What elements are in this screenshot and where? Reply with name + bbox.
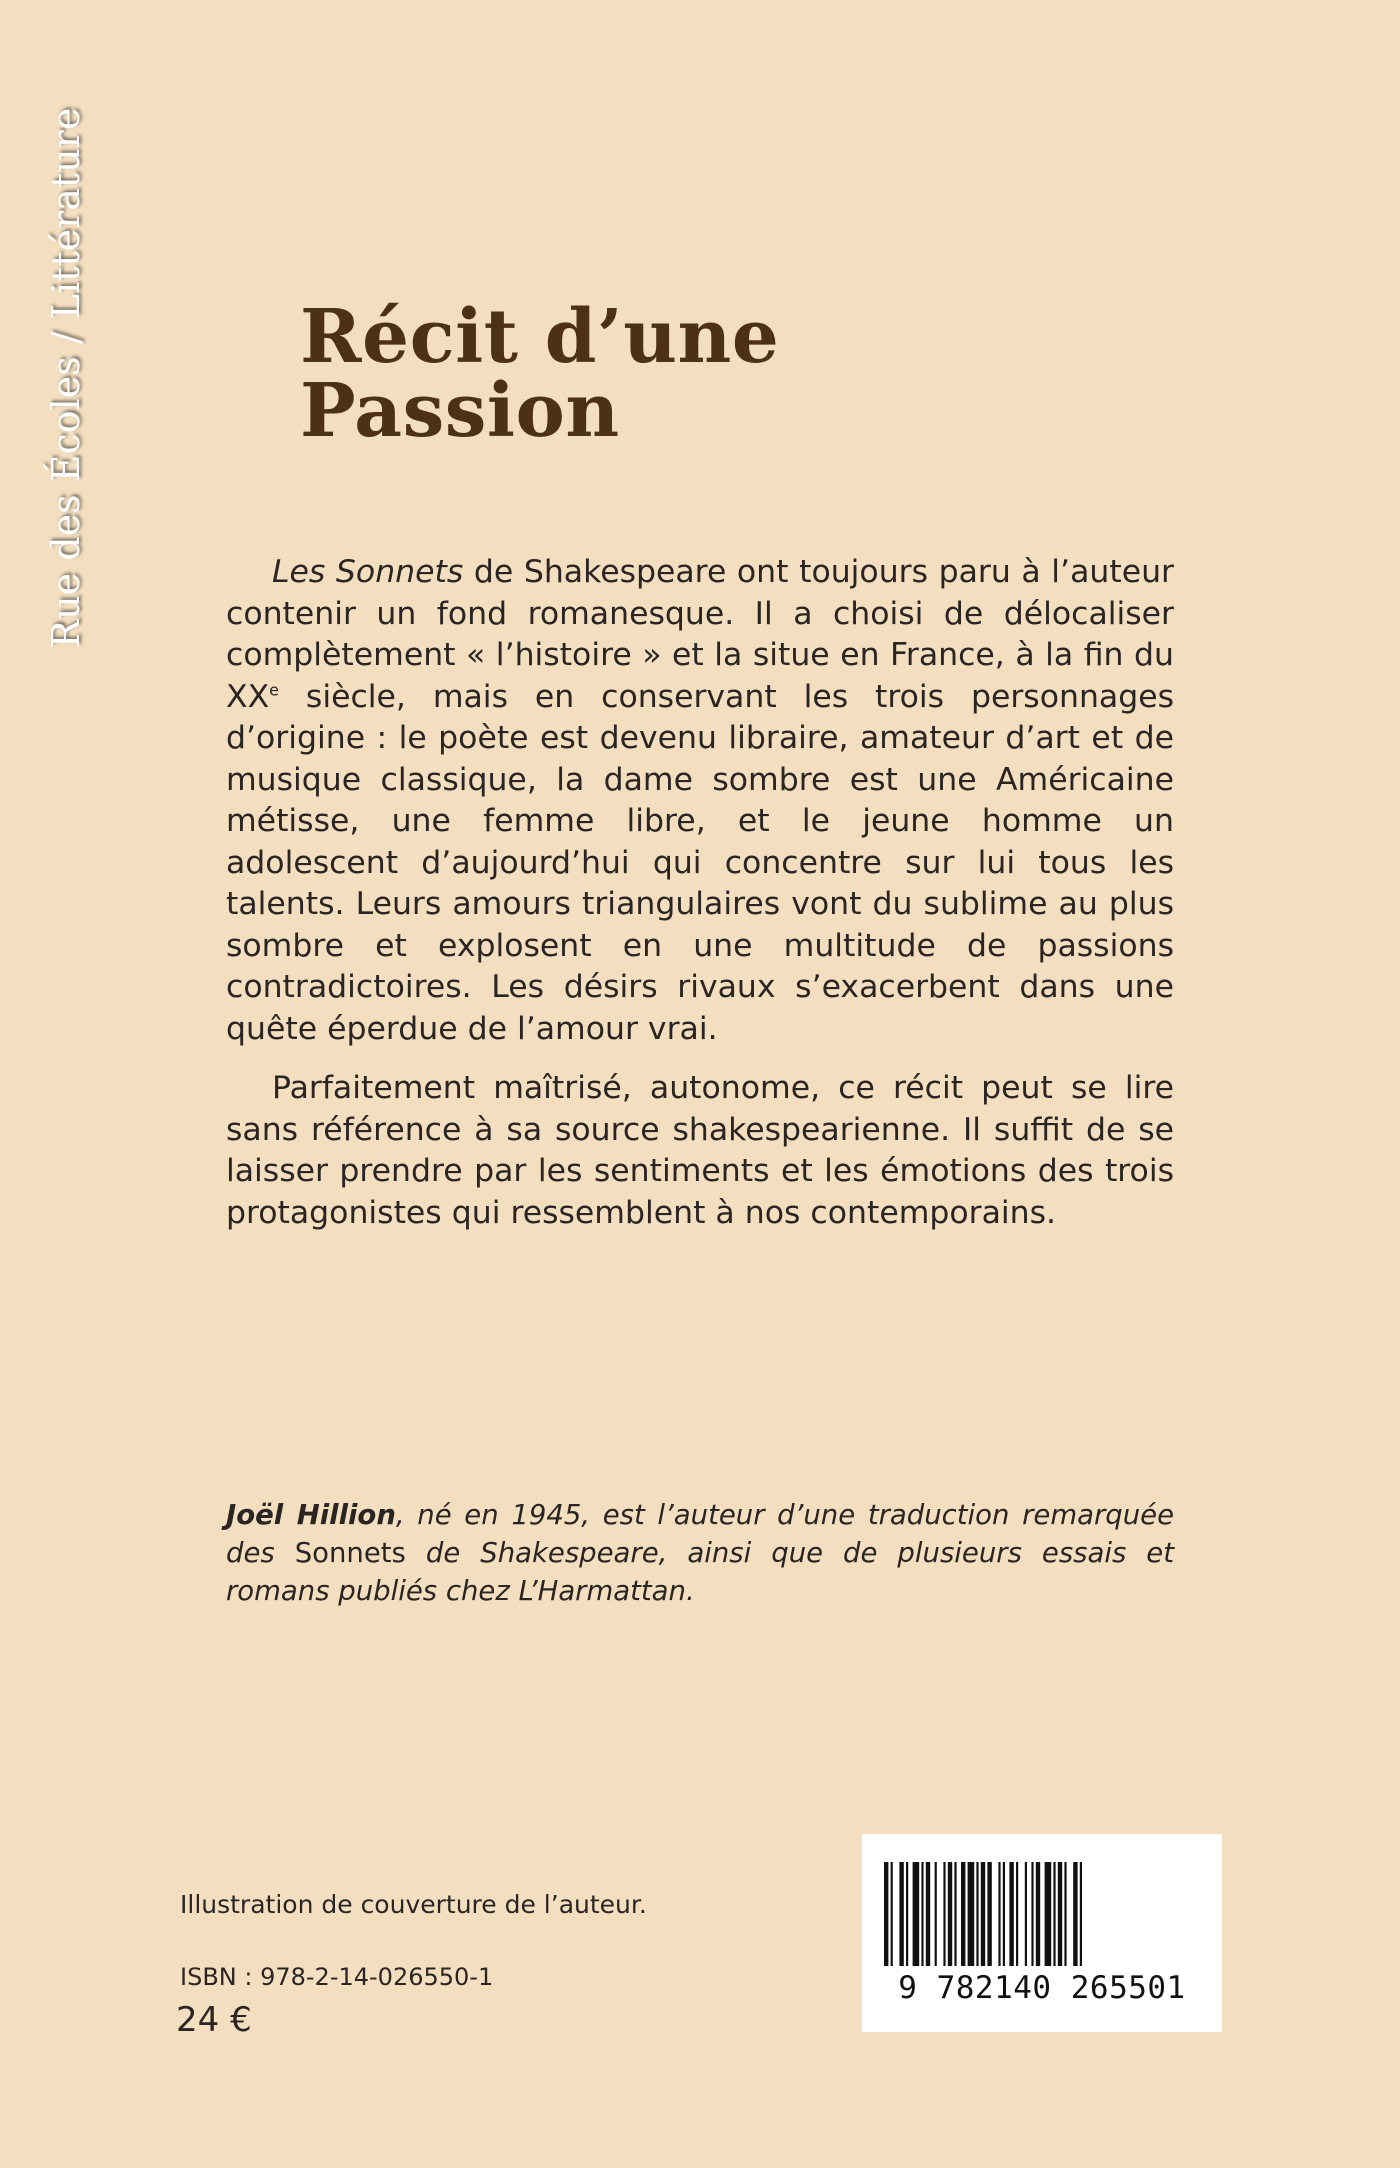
back-cover-blurb <box>226 552 1174 1234</box>
collection-name: Rue des Écoles / Littérature <box>44 107 88 649</box>
work-title: Les Sonnets <box>272 554 464 590</box>
barcode-bar <box>998 1862 1000 1966</box>
barcode-bars <box>884 1862 1200 1966</box>
barcode-digits: 9 782140 265501 <box>898 1970 1186 2006</box>
barcode-bar <box>1064 1862 1066 1966</box>
barcode-bar <box>961 1862 965 1966</box>
barcode-bar <box>943 1862 945 1966</box>
barcode-bar <box>1016 1862 1018 1966</box>
barcode-bar <box>1080 1862 1082 1966</box>
barcode <box>862 1834 1222 2032</box>
barcode-bar <box>899 1862 903 1966</box>
price: 24 € <box>176 2000 252 2040</box>
barcode-bar <box>1053 1862 1055 1966</box>
barcode-bar <box>884 1862 888 1966</box>
barcode-bar <box>987 1862 991 1966</box>
spine-collection-label <box>26 88 106 668</box>
barcode-bar <box>981 1862 985 1966</box>
barcode-bar <box>976 1862 978 1966</box>
barcode-bar <box>935 1862 937 1966</box>
barcode-bar <box>968 1862 975 1966</box>
blurb-paragraph: Les Sonnets de Shakespeare ont toujours paru à l’auteur contenir un fond romanesque. Il a choisi de délocaliser complètement « l’histoire » et la situe en France, à la fin du XXe siècle, mais en conservant les trois personnages d’origine : le poète est devenu libraire, amateur d’art et de musique classique, la dame sombre est une Américaine métisse, une femme libre, et le jeune homme un adolescent d’aujourd’hui qui concentre sur lui tous les talents. Leurs amours triangulaires vont du sublime au plus sombre et explosent en une multitude de passions contradictoires. Les désirs rivaux s’exacerbent dans une quête éperdue de l’amour vrai. <box>226 554 1174 1047</box>
barcode-bar <box>1025 1862 1027 1966</box>
author-name: Joël Hillion <box>226 1499 396 1531</box>
blurb-paragraph: Parfaitement maîtrisé, autonome, ce récit peut se lire sans référence à sa source shakespearienne. Il suffit de se laisser prendre par les sentiments et les émotions des trois protagonistes qui ressemblent à nos contemporains. <box>226 1070 1174 1231</box>
barcode-bar <box>1009 1862 1013 1966</box>
sonnets-title: Sonnets <box>294 1537 406 1569</box>
barcode-bar <box>1003 1862 1005 1966</box>
barcode-bar <box>948 1862 952 1966</box>
barcode-bar <box>1073 1862 1077 1966</box>
barcode-bar <box>1031 1862 1033 1966</box>
cover-illustration-credit: Illustration de couverture de l’auteur. <box>180 1890 647 1919</box>
barcode-bar <box>913 1862 920 1966</box>
barcode-bar <box>1058 1862 1062 1966</box>
isbn: ISBN : 978-2-14-026550-1 <box>180 1963 494 1991</box>
book-title: Récit d’une Passion <box>300 293 780 454</box>
barcode-bar <box>921 1862 923 1966</box>
barcode-bar <box>926 1862 930 1966</box>
barcode-bar <box>1045 1862 1052 1966</box>
author-bio: Joël Hillion, né en 1945, est l’auteur d’une traduction remarquée des Sonnets de Shakespeare, ainsi que de plusieurs essais et romans publiés chez L’Harmattan. <box>226 1499 1174 1607</box>
barcode-bar <box>954 1862 956 1966</box>
barcode-bar <box>906 1862 908 1966</box>
barcode-bar <box>1036 1862 1040 1966</box>
barcode-bar <box>891 1862 893 1966</box>
